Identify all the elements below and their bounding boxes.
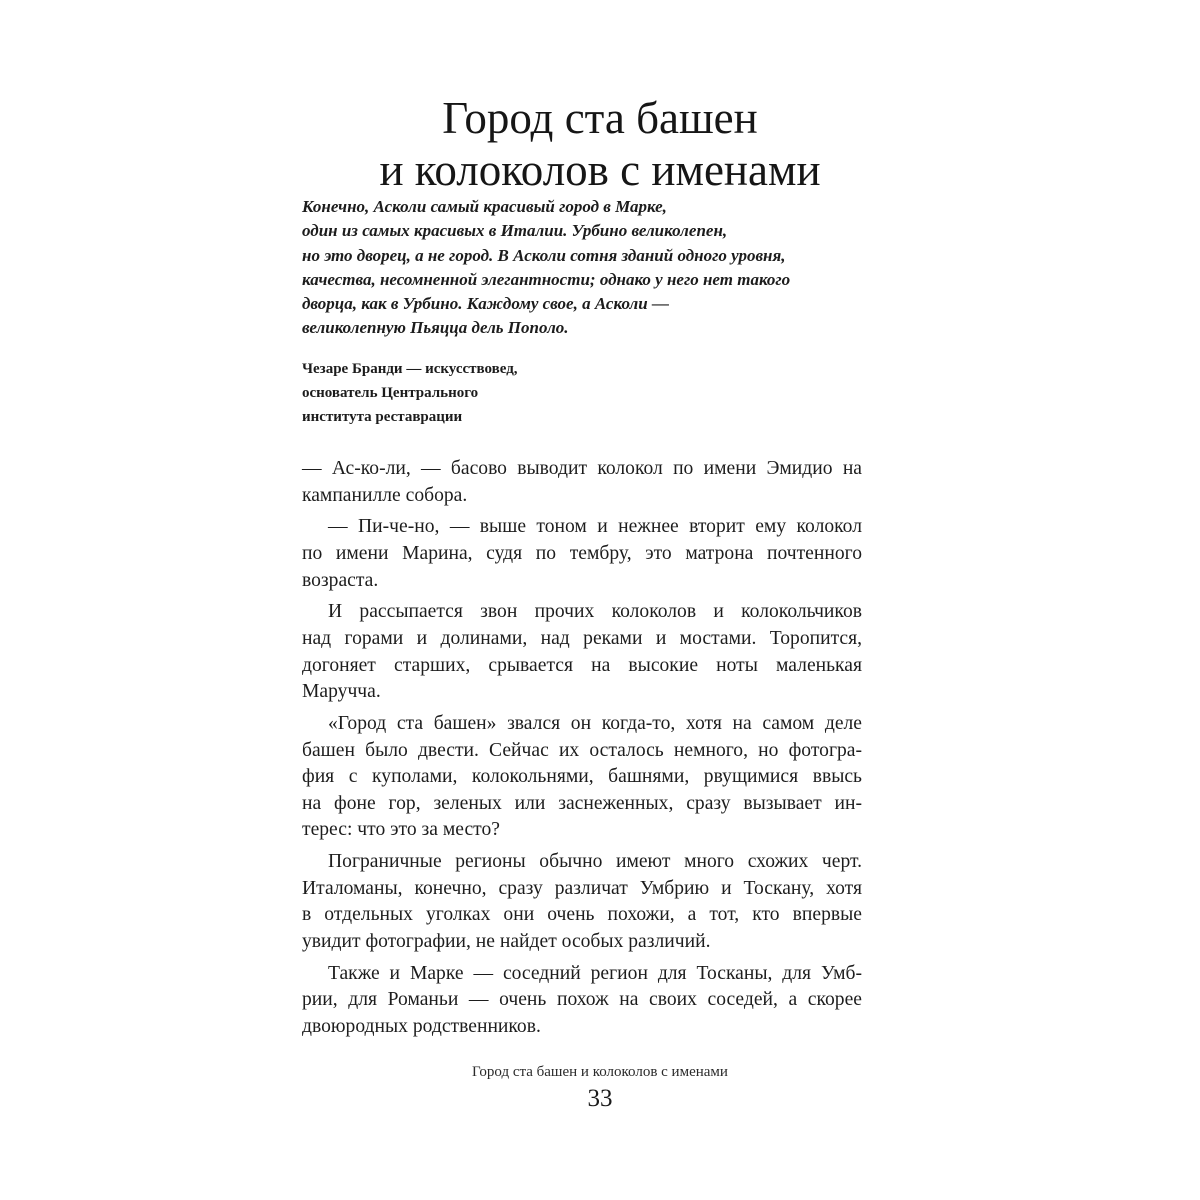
- paragraph-line: фия с куполами, колокольнями, башнями, рвущимися ввысь: [302, 766, 862, 788]
- paragraph: [302, 711, 862, 844]
- paragraph: [302, 961, 862, 1041]
- paragraph: [302, 849, 862, 955]
- epigraph-line: Конечно, Асколи самый красивый город в Марке,: [302, 197, 667, 216]
- attribution-line: основатель Центрального: [302, 385, 479, 401]
- paragraph-line: «Город ста башен» звался он когда-то, хотя на самом деле: [328, 712, 862, 734]
- epigraph-line: великолепную Пьяцца дель Пополо.: [302, 318, 569, 338]
- paragraph-line: увидит фотографии, не найдет особых различий.: [302, 930, 711, 952]
- paragraph-line: — Пи-че-но, — выше тоном и нежнее вторит ему колокол: [328, 516, 862, 538]
- attribution-line: института реставрации: [302, 409, 463, 425]
- paragraph-line: Также и Марке — соседний регион для Тосканы, для Умб-: [328, 962, 862, 984]
- paragraph-line: возраста.: [302, 569, 379, 591]
- chapter-title-line: Город ста башен: [442, 93, 758, 143]
- epigraph-line: но это дворец, а не город. В Асколи сотня зданий одного уровня,: [302, 245, 786, 265]
- epigraph-quote: [302, 195, 882, 341]
- attribution-line: Чезаре Бранди — искусствовед,: [302, 361, 518, 377]
- paragraph-line: Италоманы, конечно, сразу различат Умбрию и Тоскану, хотя: [302, 877, 862, 899]
- paragraph-line: башен было двести. Сейчас их осталось немного, но фотогра-: [302, 739, 862, 761]
- paragraph-line: Пограничные регионы обычно имеют много схожих черт.: [328, 851, 862, 873]
- epigraph-line: один из самых красивых в Италии. Урбино великолепен,: [302, 221, 728, 241]
- paragraph-line: И рассыпается звон прочих колоколов и колокольчиков: [328, 601, 862, 623]
- body-text: [302, 456, 862, 1046]
- paragraph-line: двоюродных родственников.: [302, 1015, 541, 1037]
- chapter-title-line: и колоколов с именами: [379, 145, 821, 195]
- paragraph-line: терес: что это за место?: [302, 819, 500, 841]
- paragraph-line: по имени Марина, судя по тембру, это матрона почтенного: [302, 542, 862, 564]
- epigraph-attribution: [302, 357, 702, 429]
- paragraph: [302, 514, 862, 594]
- paragraph-line: Маручча.: [302, 681, 381, 703]
- paragraph: [302, 599, 862, 705]
- running-footer: Город ста башен и колоколов с именами: [472, 1064, 728, 1080]
- paragraph: [302, 456, 862, 509]
- paragraph-line: в отдельных уголках они очень похожи, а тот, кто впервые: [302, 904, 862, 926]
- epigraph-line: качества, несомненной элегантности; однако у него нет такого: [302, 269, 791, 289]
- chapter-title: [300, 92, 900, 196]
- paragraph-line: над горами и долинами, над реками и мостами. Торопится,: [302, 627, 862, 649]
- paragraph-line: кампанилле собора.: [302, 484, 468, 506]
- epigraph-line: дворца, как в Урбино. Каждому свое, а Асколи —: [302, 294, 669, 314]
- paragraph-line: рии, для Романьи — очень похож на своих соседей, а скорее: [302, 989, 862, 1011]
- paragraph-line: на фоне гор, зеленых или заснеженных, сразу вызывает ин-: [302, 792, 862, 814]
- page-number: 33: [587, 1085, 613, 1112]
- paragraph-line: догоняет старших, срывается на высокие ноты маленькая: [302, 654, 862, 676]
- paragraph-line: — Ас-ко-ли, — басово выводит колокол по имени Эмидио на: [302, 458, 862, 479]
